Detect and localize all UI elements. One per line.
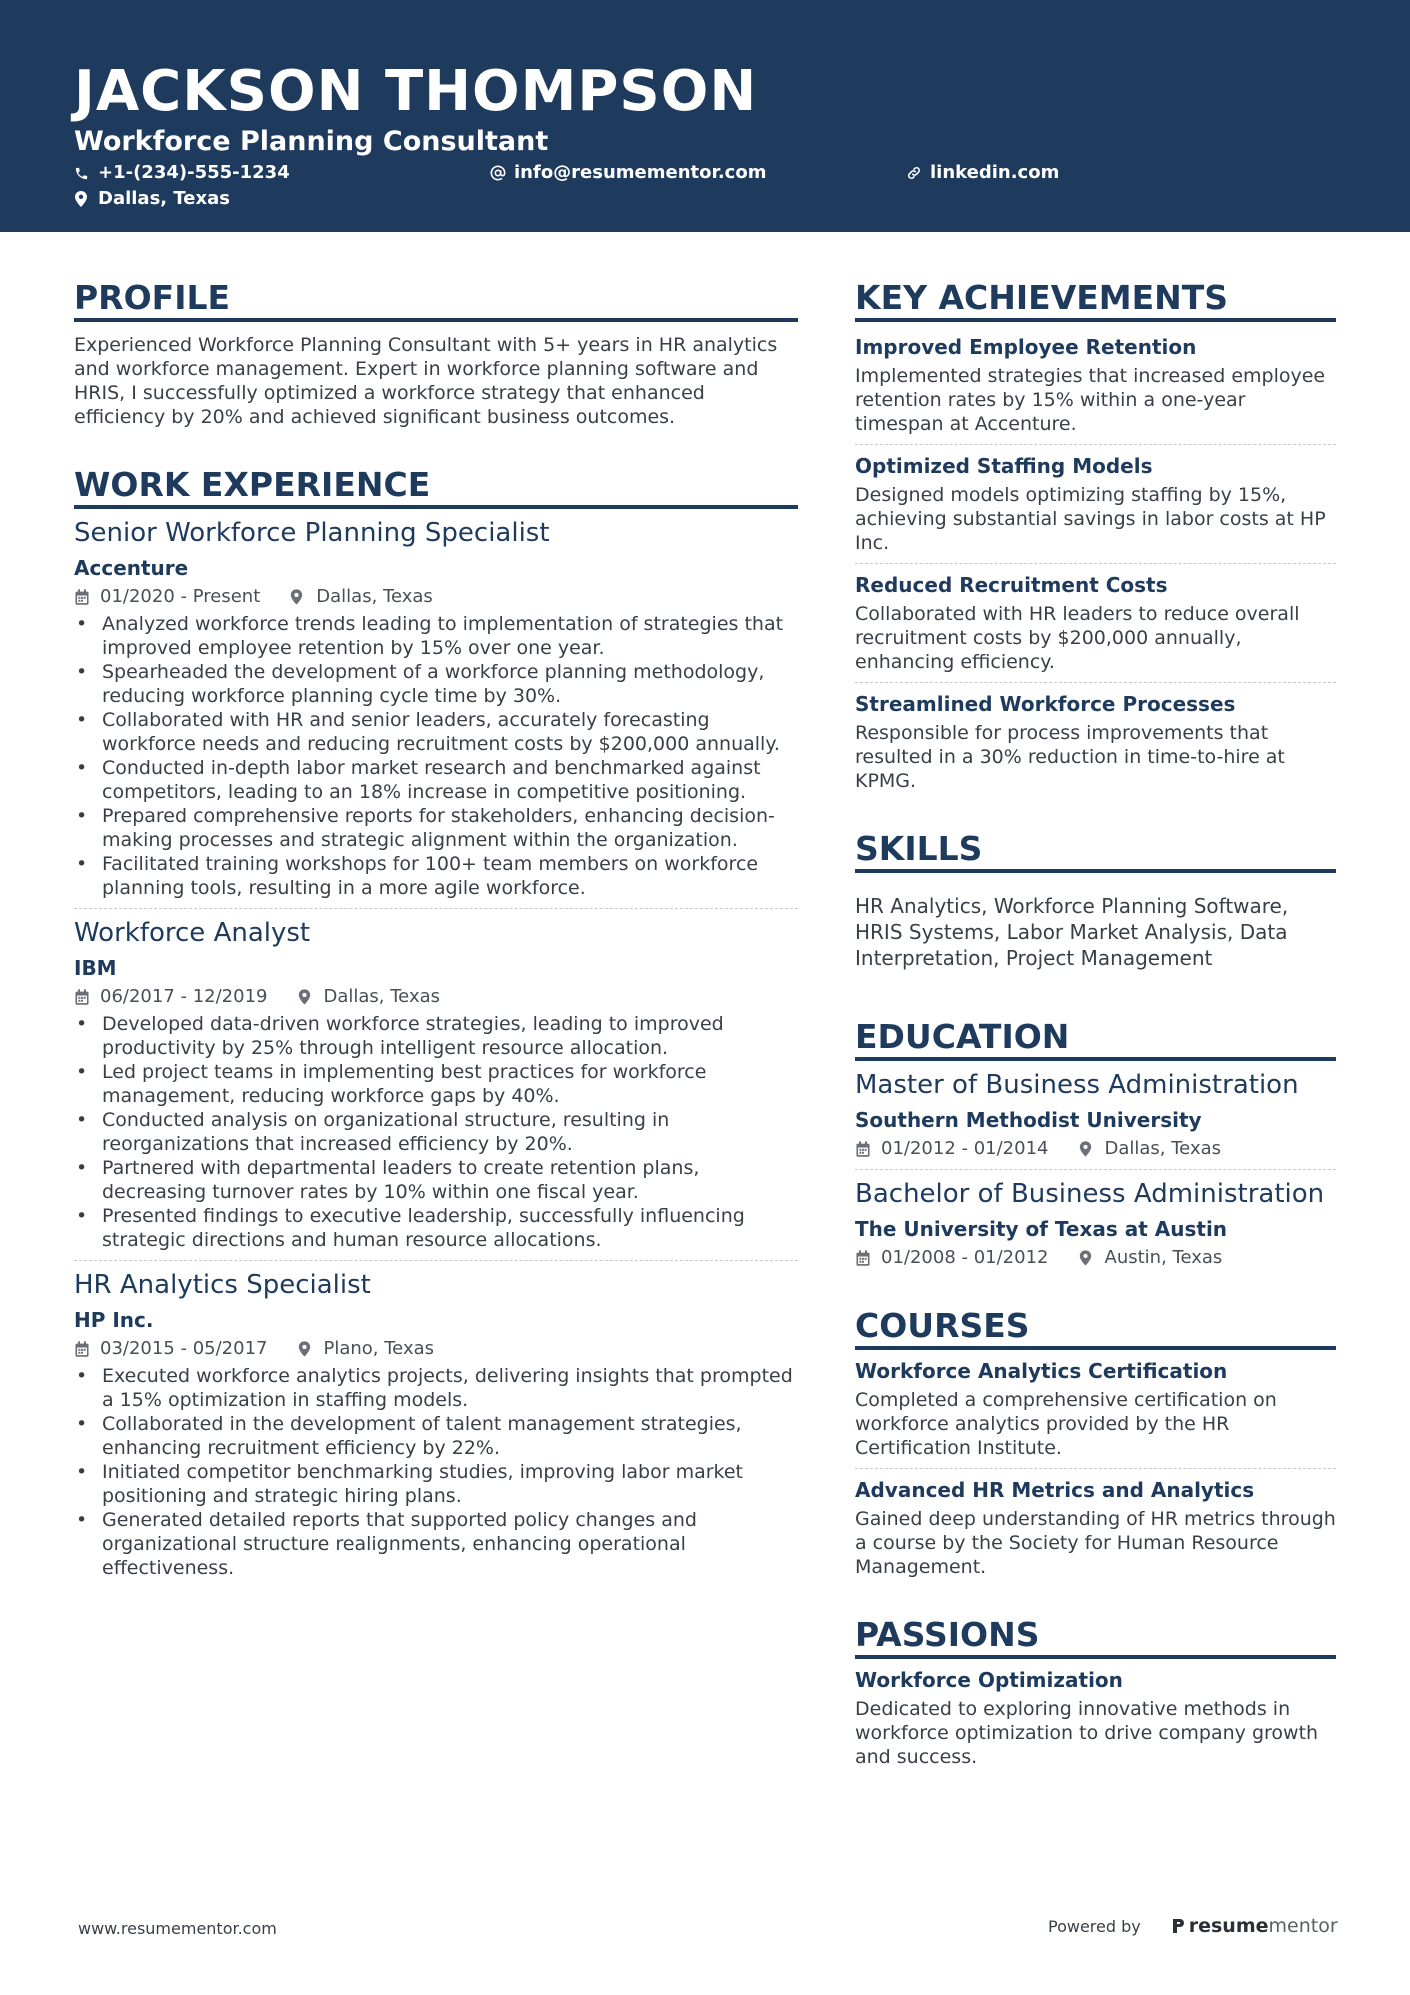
achievement-item xyxy=(855,691,1336,793)
job-location xyxy=(298,1337,435,1361)
job-bullets xyxy=(74,1012,798,1252)
divider xyxy=(855,1468,1336,1469)
divider xyxy=(855,444,1336,445)
job-bullet: • Executed workforce analytics projects, delivering insights that prompted a 15% optimization in staffing models. xyxy=(74,1364,798,1412)
email-text: info@resumementor.com xyxy=(514,162,767,183)
job-role: Senior Workforce Planning Specialist xyxy=(74,518,550,548)
achievement-title: Optimized Staffing Models xyxy=(855,454,1153,478)
candidate-name: JACKSON THOMPSON xyxy=(74,59,758,124)
resumementor-logo-icon xyxy=(1171,1917,1185,1935)
footer-powered xyxy=(1048,1915,1338,1937)
contact-location xyxy=(74,187,230,211)
divider xyxy=(855,682,1336,683)
job-bullet: • Spearheaded the development of a workforce planning methodology, reducing workforce planning cycle time by 30%. xyxy=(74,660,798,708)
achievement-desc: Responsible for process improvements that resulted in a 30% reduction in time-to-hire at KPMG. xyxy=(855,722,1285,792)
profile-text: Experienced Workforce Planning Consultant with 5+ years in HR analytics and workforce management. Expert in workforce planning software and HRIS, I successfully optimized a workforce strategy that enhanced efficiency by 20% and achieved significant business outcomes. xyxy=(74,334,778,428)
location-pin-icon xyxy=(298,1341,318,1357)
contact-phone xyxy=(74,161,290,185)
passion-title: Workforce Optimization xyxy=(855,1668,1123,1692)
achievement-desc: Implemented strategies that increased employee retention rates by 15% within a one-year timespan at Accenture. xyxy=(855,365,1326,435)
education-heading: EDUCATION xyxy=(855,1017,1336,1061)
candidate-title: Workforce Planning Consultant xyxy=(74,126,549,157)
location-pin-icon xyxy=(1079,1250,1099,1266)
calendar-icon xyxy=(74,989,94,1006)
location-pin-icon xyxy=(290,589,310,605)
resumementor-brand[interactable] xyxy=(1171,1915,1338,1937)
contact-linkedin[interactable] xyxy=(906,161,1059,185)
location-text: Dallas, Texas xyxy=(98,188,230,209)
skills-text: HR Analytics, Workforce Planning Software, HRIS Systems, Labor Market Analysis, Data Interpretation, Project Management xyxy=(855,894,1289,970)
right-column xyxy=(855,278,1336,1769)
education-school: The University of Texas at Austin xyxy=(855,1217,1228,1241)
job-company: IBM xyxy=(74,956,117,980)
job-dates: 06/2017 - 12/2019 xyxy=(100,986,268,1007)
education-school: Southern Methodist University xyxy=(855,1108,1202,1132)
job-company: Accenture xyxy=(74,556,189,580)
education-item xyxy=(855,1069,1336,1161)
location-pin-icon xyxy=(1079,1141,1099,1157)
brand-bold-text: resume xyxy=(1188,1915,1269,1937)
profile-heading: PROFILE xyxy=(74,278,798,322)
footer-website[interactable]: www.resumementor.com xyxy=(78,1919,277,1938)
divider xyxy=(855,1169,1336,1170)
education-degree: Master of Business Administration xyxy=(855,1070,1299,1100)
phone-text: +1-(234)-555-1234 xyxy=(98,162,290,183)
at-icon xyxy=(490,165,510,181)
job-bullets xyxy=(74,612,798,900)
education-location-text: Austin, Texas xyxy=(1104,1247,1223,1268)
job-company: HP Inc. xyxy=(74,1308,154,1332)
job-location-text: Dallas, Texas xyxy=(323,986,440,1007)
course-item xyxy=(855,1358,1336,1460)
divider xyxy=(855,563,1336,564)
linkedin-text: linkedin.com xyxy=(930,162,1060,183)
achievement-item xyxy=(855,572,1336,674)
job-bullet: • Partnered with departmental leaders to create retention plans, decreasing turnover rates by 10% within one fiscal year. xyxy=(74,1156,798,1204)
passion-item xyxy=(855,1667,1336,1769)
achievement-desc: Collaborated with HR leaders to reduce overall recruitment costs by $200,000 annually, enhancing efficiency. xyxy=(855,603,1300,673)
job-bullet: • Conducted in-depth labor market research and benchmarked against competitors, leading to an 18% increase in competitive positioning. xyxy=(74,756,798,804)
phone-icon xyxy=(74,166,94,181)
job-location-text: Plano, Texas xyxy=(323,1338,435,1359)
course-desc: Gained deep understanding of HR metrics through a course by the Society for Human Resource Management. xyxy=(855,1508,1336,1578)
job-bullet: • Conducted analysis on organizational structure, resulting in reorganizations that increased efficiency by 20%. xyxy=(74,1108,798,1156)
location-pin-icon xyxy=(298,989,318,1005)
job-role: Workforce Analyst xyxy=(74,918,311,948)
education-dates: 01/2012 - 01/2014 xyxy=(881,1138,1049,1159)
course-title: Workforce Analytics Certification xyxy=(855,1359,1228,1383)
job-bullet: • Presented findings to executive leadership, successfully influencing strategic directions and human resource allocations. xyxy=(74,1204,798,1252)
divider xyxy=(74,908,798,909)
job-bullet: • Developed data-driven workforce strategies, leading to improved productivity by 25% through intelligent resource allocation. xyxy=(74,1012,798,1060)
job-location xyxy=(298,985,441,1009)
resume-header xyxy=(0,0,1410,232)
calendar-icon xyxy=(74,1341,94,1358)
location-pin-icon xyxy=(74,191,94,207)
job-meta xyxy=(74,985,798,1009)
education-meta xyxy=(855,1137,1336,1161)
course-desc: Completed a comprehensive certification on workforce analytics provided by the HR Certification Institute. xyxy=(855,1389,1277,1459)
job-bullet: • Collaborated in the development of talent management strategies, enhancing recruitment efficiency by 22%. xyxy=(74,1412,798,1460)
powered-by-text: Powered by xyxy=(1048,1916,1141,1936)
experience-heading: WORK EXPERIENCE xyxy=(74,465,798,509)
job-entry xyxy=(74,517,798,900)
job-bullets xyxy=(74,1364,798,1580)
job-meta xyxy=(74,1337,798,1361)
job-bullet: • Initiated competitor benchmarking studies, improving labor market positioning and strategic hiring plans. xyxy=(74,1460,798,1508)
job-bullet: • Generated detailed reports that supported policy changes and organizational structure realignments, enhancing operational effectiveness. xyxy=(74,1508,798,1580)
skills-heading: SKILLS xyxy=(855,829,1336,873)
job-bullet: • Facilitated training workshops for 100+ team members on workforce planning tools, resulting in a more agile workforce. xyxy=(74,852,798,900)
job-entry xyxy=(74,917,798,1252)
education-location xyxy=(1079,1137,1222,1161)
course-title: Advanced HR Metrics and Analytics xyxy=(855,1478,1255,1502)
left-column xyxy=(74,278,798,1580)
job-dates: 01/2020 - Present xyxy=(100,586,261,607)
passions-heading: PASSIONS xyxy=(855,1615,1336,1659)
job-meta xyxy=(74,585,798,609)
job-dates: 03/2015 - 05/2017 xyxy=(100,1338,268,1359)
achievement-item xyxy=(855,453,1336,555)
job-role: HR Analytics Specialist xyxy=(74,1270,371,1300)
education-dates: 01/2008 - 01/2012 xyxy=(881,1247,1049,1268)
achievement-title: Improved Employee Retention xyxy=(855,335,1197,359)
job-location-text: Dallas, Texas xyxy=(316,586,433,607)
calendar-icon xyxy=(855,1250,875,1267)
contact-email[interactable] xyxy=(490,161,766,185)
calendar-icon xyxy=(855,1141,875,1158)
job-bullet: • Analyzed workforce trends leading to implementation of strategies that improved employee retention by 15% over one year. xyxy=(74,612,798,660)
education-location-text: Dallas, Texas xyxy=(1104,1138,1221,1159)
job-bullet: • Led project teams in implementing best practices for workforce management, reducing workforce gaps by 40%. xyxy=(74,1060,798,1108)
education-meta xyxy=(855,1246,1336,1270)
achievements-heading: KEY ACHIEVEMENTS xyxy=(855,278,1336,322)
education-location xyxy=(1079,1246,1223,1270)
calendar-icon xyxy=(74,589,94,606)
courses-heading: COURSES xyxy=(855,1306,1336,1350)
job-location xyxy=(290,585,433,609)
job-bullet: • Prepared comprehensive reports for stakeholders, enhancing decision-making processes and strategic alignment within the organization. xyxy=(74,804,798,852)
divider xyxy=(74,1260,798,1261)
brand-light-text: mentor xyxy=(1268,1915,1338,1937)
passion-desc: Dedicated to exploring innovative methods in workforce optimization to drive company growth and success. xyxy=(855,1698,1319,1768)
education-item xyxy=(855,1178,1336,1270)
link-icon xyxy=(906,165,926,181)
course-item xyxy=(855,1477,1336,1579)
job-entry xyxy=(74,1269,798,1580)
achievement-item xyxy=(855,334,1336,436)
achievement-title: Reduced Recruitment Costs xyxy=(855,573,1168,597)
achievement-desc: Designed models optimizing staffing by 15%, achieving substantial savings in labor costs at HP Inc. xyxy=(855,484,1326,554)
achievement-title: Streamlined Workforce Processes xyxy=(855,692,1236,716)
job-bullet: • Collaborated with HR and senior leaders, accurately forecasting workforce needs and reducing recruitment costs by $200,000 annually. xyxy=(74,708,798,756)
education-degree: Bachelor of Business Administration xyxy=(855,1179,1325,1209)
